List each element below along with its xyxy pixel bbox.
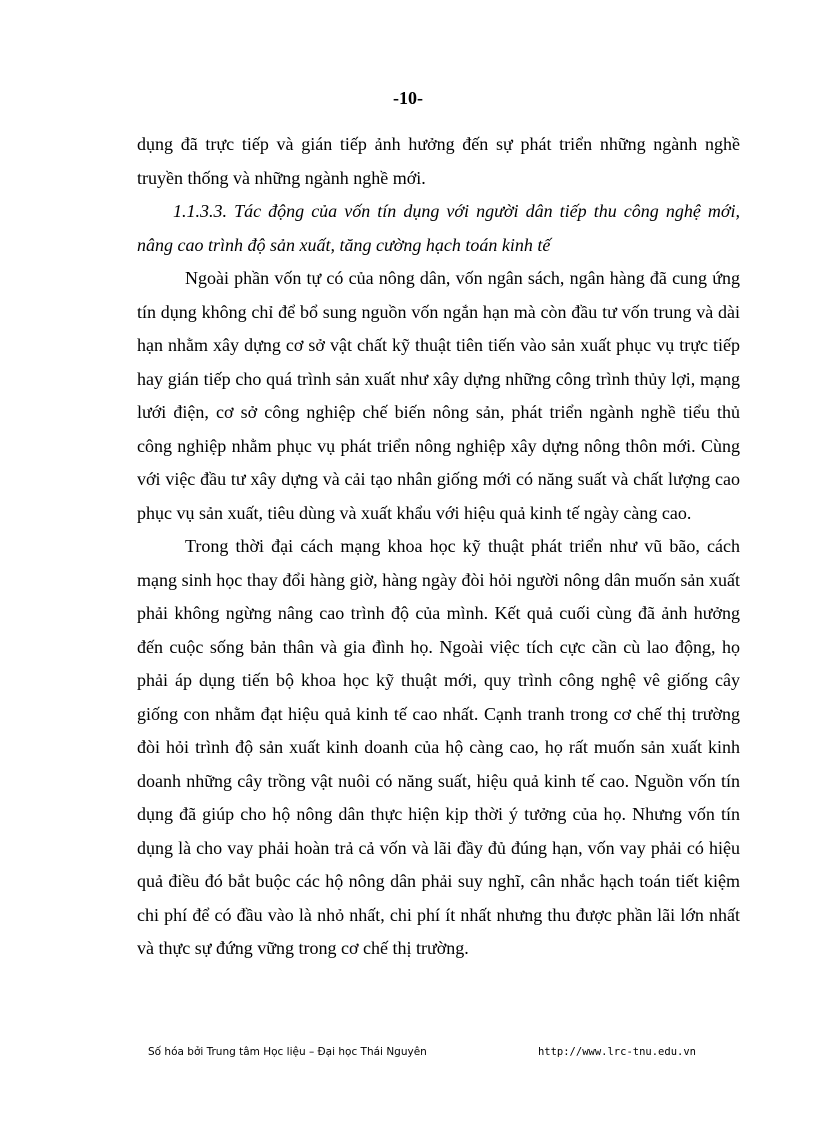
document-body [137,128,740,966]
footer-credit: Số hóa bởi Trung tâm Học liệu – Đại học Thái Nguyên [148,1046,427,1058]
page-number: -10- [393,88,423,108]
section-heading: 1.1.3.3. Tác động của vốn tín dụng với người dân tiếp thu công nghệ mới, nâng cao trình độ sản xuất, tăng cường hạch toán kinh tế [137,201,740,255]
paragraph-continuation: dụng đã trực tiếp và gián tiếp ảnh hưởng đến sự phát triển những ngành nghề truyền thống và những ngành nghề mới. [137,134,740,188]
footer-url[interactable]: http://www.lrc-tnu.edu.vn [537,1046,696,1058]
page-footer [148,1045,696,1059]
paragraph: Ngoài phần vốn tự có của nông dân, vốn ngân sách, ngân hàng đã cung ứng tín dụng không chỉ để bổ sung nguồn vốn ngắn hạn mà còn đầu tư vốn trung và dài hạn nhằm xây dựng cơ sở vật chất kỹ thuật tiên tiến vào sản xuất phục vụ trực tiếp hay gián tiếp cho quá trình sản xuất như xây dựng những công trình thủy lợi, mạng lưới điện, cơ sở công nghiệp chế biến nông sản, phát triển ngành nghề tiểu thủ công nghiệp nhằm phục vụ phát triển nông nghiệp xây dựng nông thôn mới. Cùng với việc đầu tư xây dựng và cải tạo nhân giống mới có năng suất và chất lượng cao phục vụ sản xuất, tiêu dùng và xuất khẩu với hiệu quả kinh tế ngày càng cao. [137,268,740,523]
paragraph: Trong thời đại cách mạng khoa học kỹ thuật phát triển như vũ bão, cách mạng sinh học thay đổi hàng giờ, hàng ngày đòi hỏi người nông dân muốn sản xuất phải không ngừng nâng cao trình độ của mình. Kết quả cuối cùng đã ảnh hưởng đến cuộc sống bản thân và gia đình họ. Ngoài việc tích cực cần cù lao động, họ phải áp dụng tiến bộ khoa học kỹ thuật mới, quy trình công nghệ vê giống cây giống con nhằm đạt hiệu quả kinh tế cao nhất. Cạnh tranh trong cơ chế thị trường đòi hỏi trình độ sản xuất kinh doanh của hộ càng cao, họ rất muốn sản xuất kinh doanh những cây trồng vật nuôi có năng suất, hiệu quả kinh tế cao. Nguồn vốn tín dụng đã giúp cho hộ nông dân thực hiện kịp thời ý tưởng của họ. Nhưng vốn tín dụng là cho vay phải hoàn trả cả vốn và lãi đầy đủ đúng hạn, vốn vay phải có hiệu quả điều đó bắt buộc các hộ nông dân phải suy nghĩ, cân nhắc hạch toán tiết kiệm chi phí để có đầu vào là nhỏ nhất, chi phí ít nhất nhưng thu được phần lãi lớn nhất và thực sự đứng vững trong cơ chế thị trường. [137,536,740,958]
